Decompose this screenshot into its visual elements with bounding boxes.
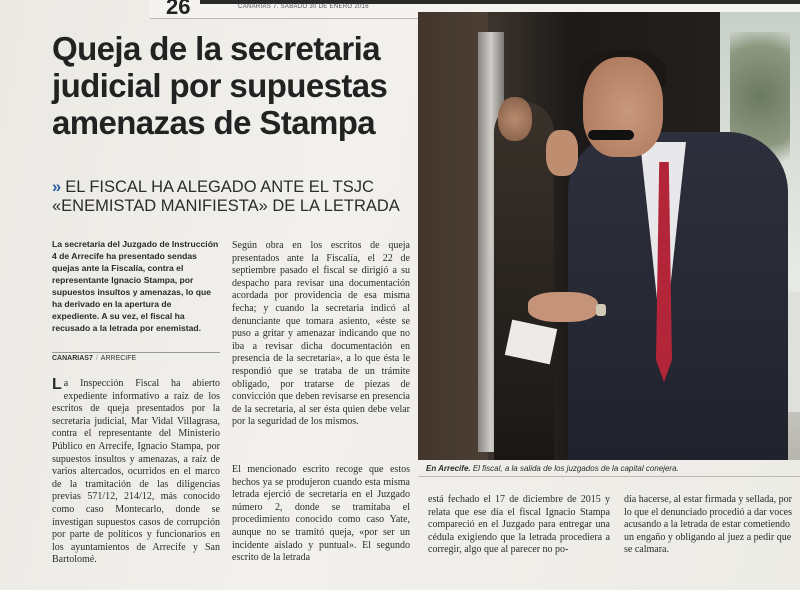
column-5 [624,494,800,557]
column-5-text: día hacerse, al estar firmada y sellada, por lo que el denunciado procedió a dar voces acusando a la letrada de estar cometiendo un engaño y obligando al juez a pedir que se calmara. [624,494,792,556]
column-4 [428,494,610,557]
byline-place: ARRECIFE [100,355,137,362]
column-1 [52,378,220,567]
column-2 [232,240,410,429]
double-chevron-icon: » [52,178,62,196]
byline-separator: / [95,355,98,362]
byline-source: CANARIAS7 [52,355,93,362]
deck [52,178,422,216]
byline [52,352,220,367]
deck-text: EL FISCAL HA ALEGADO ANTE EL TSJC «ENEMISTAD MANIFIESTA» DE LA LETRADA [52,178,400,215]
column-1-text: a Inspección Fiscal ha abierto expediente informativo a raíz de los escritos de queja presentados por la secretaria judicial, Mar Vidal Villagrasa, contra el representante del Ministerio Público en Arrecife, Ignacio Stampa, por supuestos insultos y amenazas, a raíz de varios altercados, ocurridos en el marco de la tramitación de las diligencias previas 571/12, 214/12, más conocido como caso Montecarlo, donde se investigan supuestos casos de corrupción por parte de políticos y funcionarios en los ayuntamientos de Arrecife y San Bartolomé. [52,378,220,566]
column-3 [232,464,410,565]
drop-cap: L [52,376,62,393]
photo-caption [426,464,800,473]
column-2-text: Según obra en los escritos de queja presentados ante la Fiscalía, el 22 de septiembre pasado el fiscal se dirigió a su despacho para revisar una documentación acordada por providencia de esa misma fecha; y cuando la secretaria indicó al denunciante que tomara asiento, «éste se puso a gritar y amenazar indicando que no iba a revisar dicha documentación en presencia de la secretaria», a lo que ésta le respondió que se trataba de un trámite obligado, por tratarse de piezas de convicción que deben revisarse en presencia de la secretaria, al ser ésta quien debe velar por la seguridad de los mismos. [232,240,410,428]
page-number: 26 [166,0,191,19]
caption-rule [418,476,800,477]
caption-place: En Arrecife. [426,464,471,473]
column-3-text: El mencionado escrito recoge que estos hechos ya se produjeron cuando esta misma letrada ejerció de secretaria en el Juzgado número 2, donde se tramitaba el procedimiento conocido como caso Yate, aunque no se tramitó queja, «por ser un incidente aislado y puntual». El segundo escrito de la letrada [232,464,410,564]
news-photo [418,12,800,460]
dateline: CANARIAS 7. SÁBADO 30 DE ENERO 2016 [238,4,369,10]
lead-paragraph: La secretaria del Juzgado de Instrucción 4 de Arrecife ha presentado sendas quejas ante la Fiscalía, contra el representante Ignacio Stampa, por supuestos insultos y amenazas, lo que ha derivado en la apertura de expediente. A su vez, el fiscal ha recusado a la letrada por enemistad. [52,239,219,333]
caption-text: El fiscal, a la salida de los juzgados de la capital conejera. [472,464,679,473]
headline: Queja de la secretaria judicial por supuestas amenazas de Stampa [52,30,388,141]
column-4-text: está fechado el 17 de diciembre de 2015 y relata que ese día el fiscal Ignacio Stampa compareció en el Juzgado para entregar una cédula exigiendo que la letrada procediera a corregir, algo que al parecer no po- [428,494,610,556]
